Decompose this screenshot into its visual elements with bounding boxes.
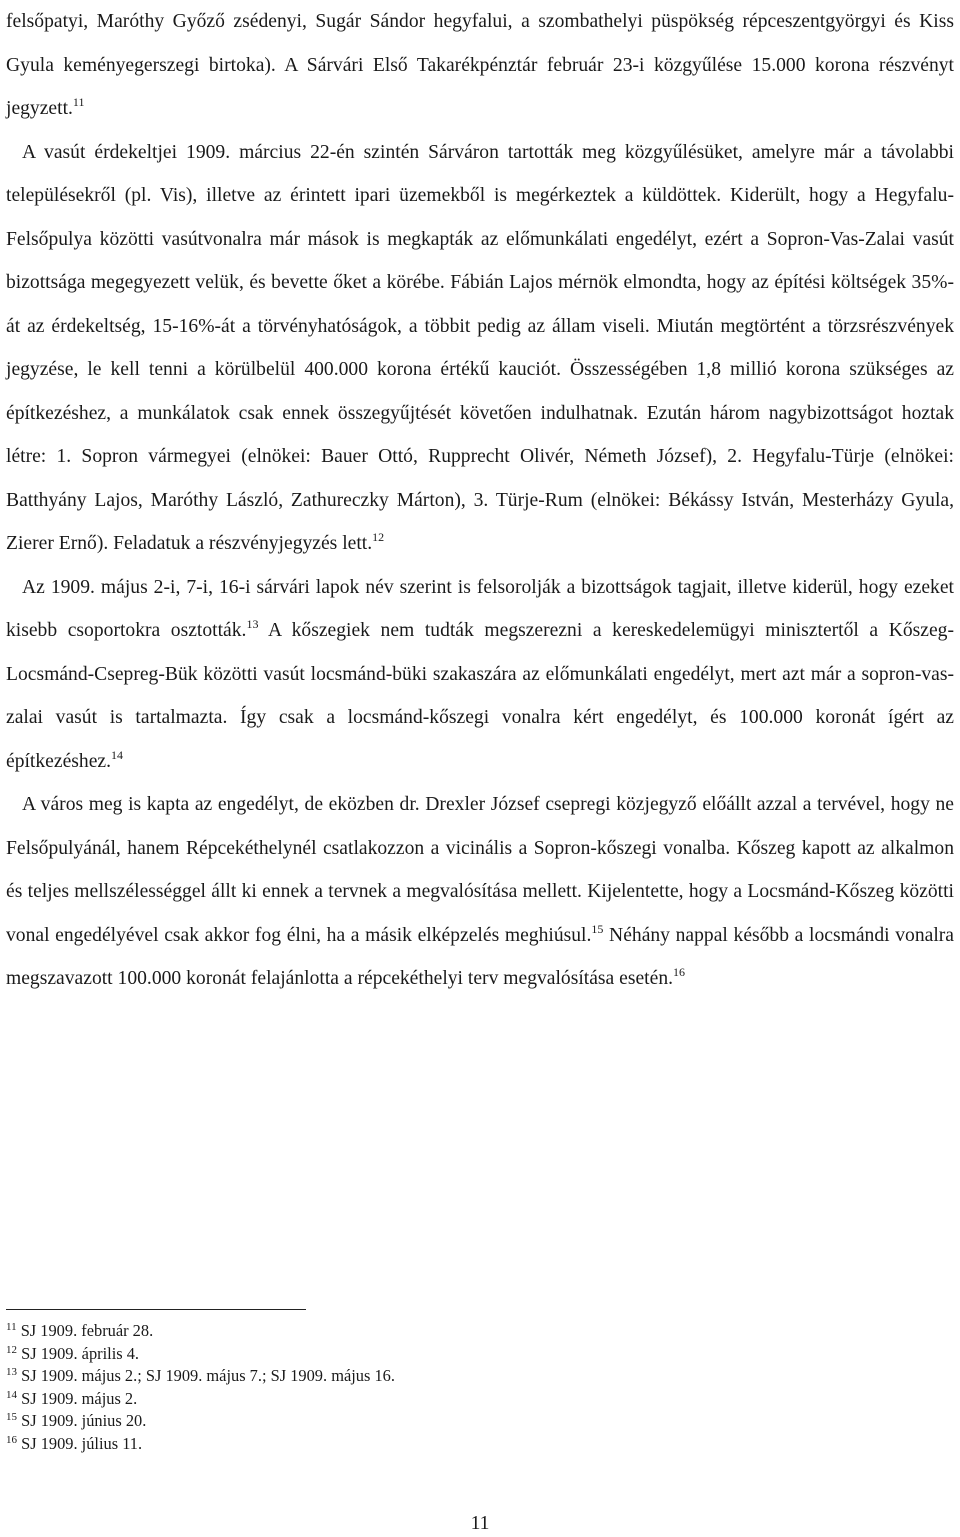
footnote-ref[interactable]: 11 xyxy=(72,95,85,109)
footnotes xyxy=(6,1320,906,1456)
paragraph xyxy=(6,566,954,784)
footnote xyxy=(6,1410,906,1433)
paragraph-text: Az 1909. május 2-i, 7-i, 16-i sárvári lapok név szerint is felsorolják a bizottságok tagjait, illetve kiderül, hogy ezeket kisebb csoportokra osztották. xyxy=(6,576,954,641)
footnote xyxy=(6,1365,906,1388)
footnote-number: 16 xyxy=(6,1433,17,1446)
footnote-number: 12 xyxy=(6,1343,17,1356)
footnote-text: SJ 1909. május 2. xyxy=(17,1388,138,1408)
footnote-ref[interactable]: 14 xyxy=(110,747,123,762)
body-text xyxy=(6,0,954,1001)
footnote-number: 13 xyxy=(6,1366,17,1379)
page-number: 11 xyxy=(470,1513,490,1534)
footnote-text: SJ 1909. február 28. xyxy=(16,1321,154,1340)
footnote-number: 15 xyxy=(6,1411,17,1424)
paragraph-text: A kőszegiek nem tudták megszerezni a kereskedelemügyi minisztertől a Kőszeg-Locsmánd-Csepreg-Bük közötti vasút locsmánd-büki szakaszára az előmunkálati engedélyt, mert azt már a sopron-vas-zalai vasút is tartalmazta. Így csak a locsmánd-kőszegi vonalra kért engedélyt, és 100.000 koronát ígért az építkezéshez. xyxy=(6,620,954,772)
footnote-ref[interactable]: 13 xyxy=(246,617,259,631)
footnote-separator xyxy=(6,1309,306,1310)
paragraph xyxy=(6,783,954,1001)
footnote xyxy=(6,1388,906,1411)
footnote xyxy=(6,1433,906,1456)
footnote-ref[interactable]: 16 xyxy=(673,965,686,979)
footnote-text: SJ 1909. május 2.; SJ 1909. május 7.; SJ 1909. május 16. xyxy=(17,1366,395,1386)
paragraph-text: felsőpatyi, Maróthy Győző zsédenyi, Sugár Sándor hegyfalui, a szombathelyi püspökség répceszentgyörgyi és Kiss Gyula keményegerszegi birtoka). A Sárvári Első Takarékpénztár február 23-i közgyűlése 15.000 korona részvényt jegyzett. xyxy=(6,11,954,119)
footnote-ref[interactable]: 12 xyxy=(372,530,385,544)
footnote-text: SJ 1909. április 4. xyxy=(17,1343,140,1363)
footnote-text: SJ 1909. július 11. xyxy=(17,1433,143,1453)
footnote-number: 14 xyxy=(6,1388,17,1401)
footnote-ref[interactable]: 15 xyxy=(591,921,604,936)
footnote-text: SJ 1909. június 20. xyxy=(17,1411,147,1431)
paragraph-text: Néhány nappal később a locsmándi vonalra megszavazott 100.000 koronát felajánlotta a répcekéthelyi terv megvalósítása esetén. xyxy=(6,924,954,989)
paragraph-text: A vasút érdekeltjei 1909. március 22-én szintén Sárváron tartották meg közgyűlésüket, amelyre már a távolabbi településekről (pl. Vis), illetve az érintett ipari üzemekből is megérkeztek a küldöttek. Kiderült, hogy a Hegyfalu-Felsőpulya közötti vasútvonalra már mások is megkapták az előmunkálati engedélyt, ezért a Sopron-Vas-Zalai vasút bizottsága megegyezett velük, és bevette őket a körébe. Fábián Lajos mérnök elmondta, hogy az építési költségek 35%-át az érdekeltség, 15-16%-át a törvényhatóságok, a többit pedig az állam viseli. Miután megtörtént a törzsrészvények jegyzése, le kell tenni a körülbelül 400.000 korona értékű kauciót. Összességében 1,8 millió korona szükséges az építkezéshez, a munkálatok csak ennek összegyűjtését követően indulhatnak. Ezután három nagybizottságot hoztak létre: 1. Sopron vármegyei (elnökei: Bauer Ottó, Rupprecht Olivér, Németh József), 2. Hegyfalu-Türje (elnökei: Batthyány Lajos, Maróthy László, Zathureczky Márton), 3. Türje-Rum (elnökei: Békássy István, Mesterházy Gyula, Zierer Ernő). Feladatuk a részvényjegyzés lett. xyxy=(6,141,954,554)
footnote xyxy=(6,1320,906,1343)
paragraph-text: A város meg is kapta az engedélyt, de eközben dr. Drexler József csepregi közjegyző előállt azzal a tervével, hogy ne Felsőpulyánál, hanem Répcekéthelynél csatlakozzon a vicinális a Sopron-kőszegi vonalba. Kőszeg kapott az alkalmon és teljes mellszélességgel állt ki ennek a tervnek a megvalósítása mellett. Kijelentette, hogy a Locsmánd-Kőszeg közötti vonal engedélyével csak akkor fog élni, ha a másik elképzelés meghiúsul. xyxy=(6,794,954,946)
paragraph xyxy=(6,131,954,566)
footnote xyxy=(6,1343,906,1366)
paragraph xyxy=(6,0,954,131)
footnote-number: 11 xyxy=(6,1321,17,1333)
